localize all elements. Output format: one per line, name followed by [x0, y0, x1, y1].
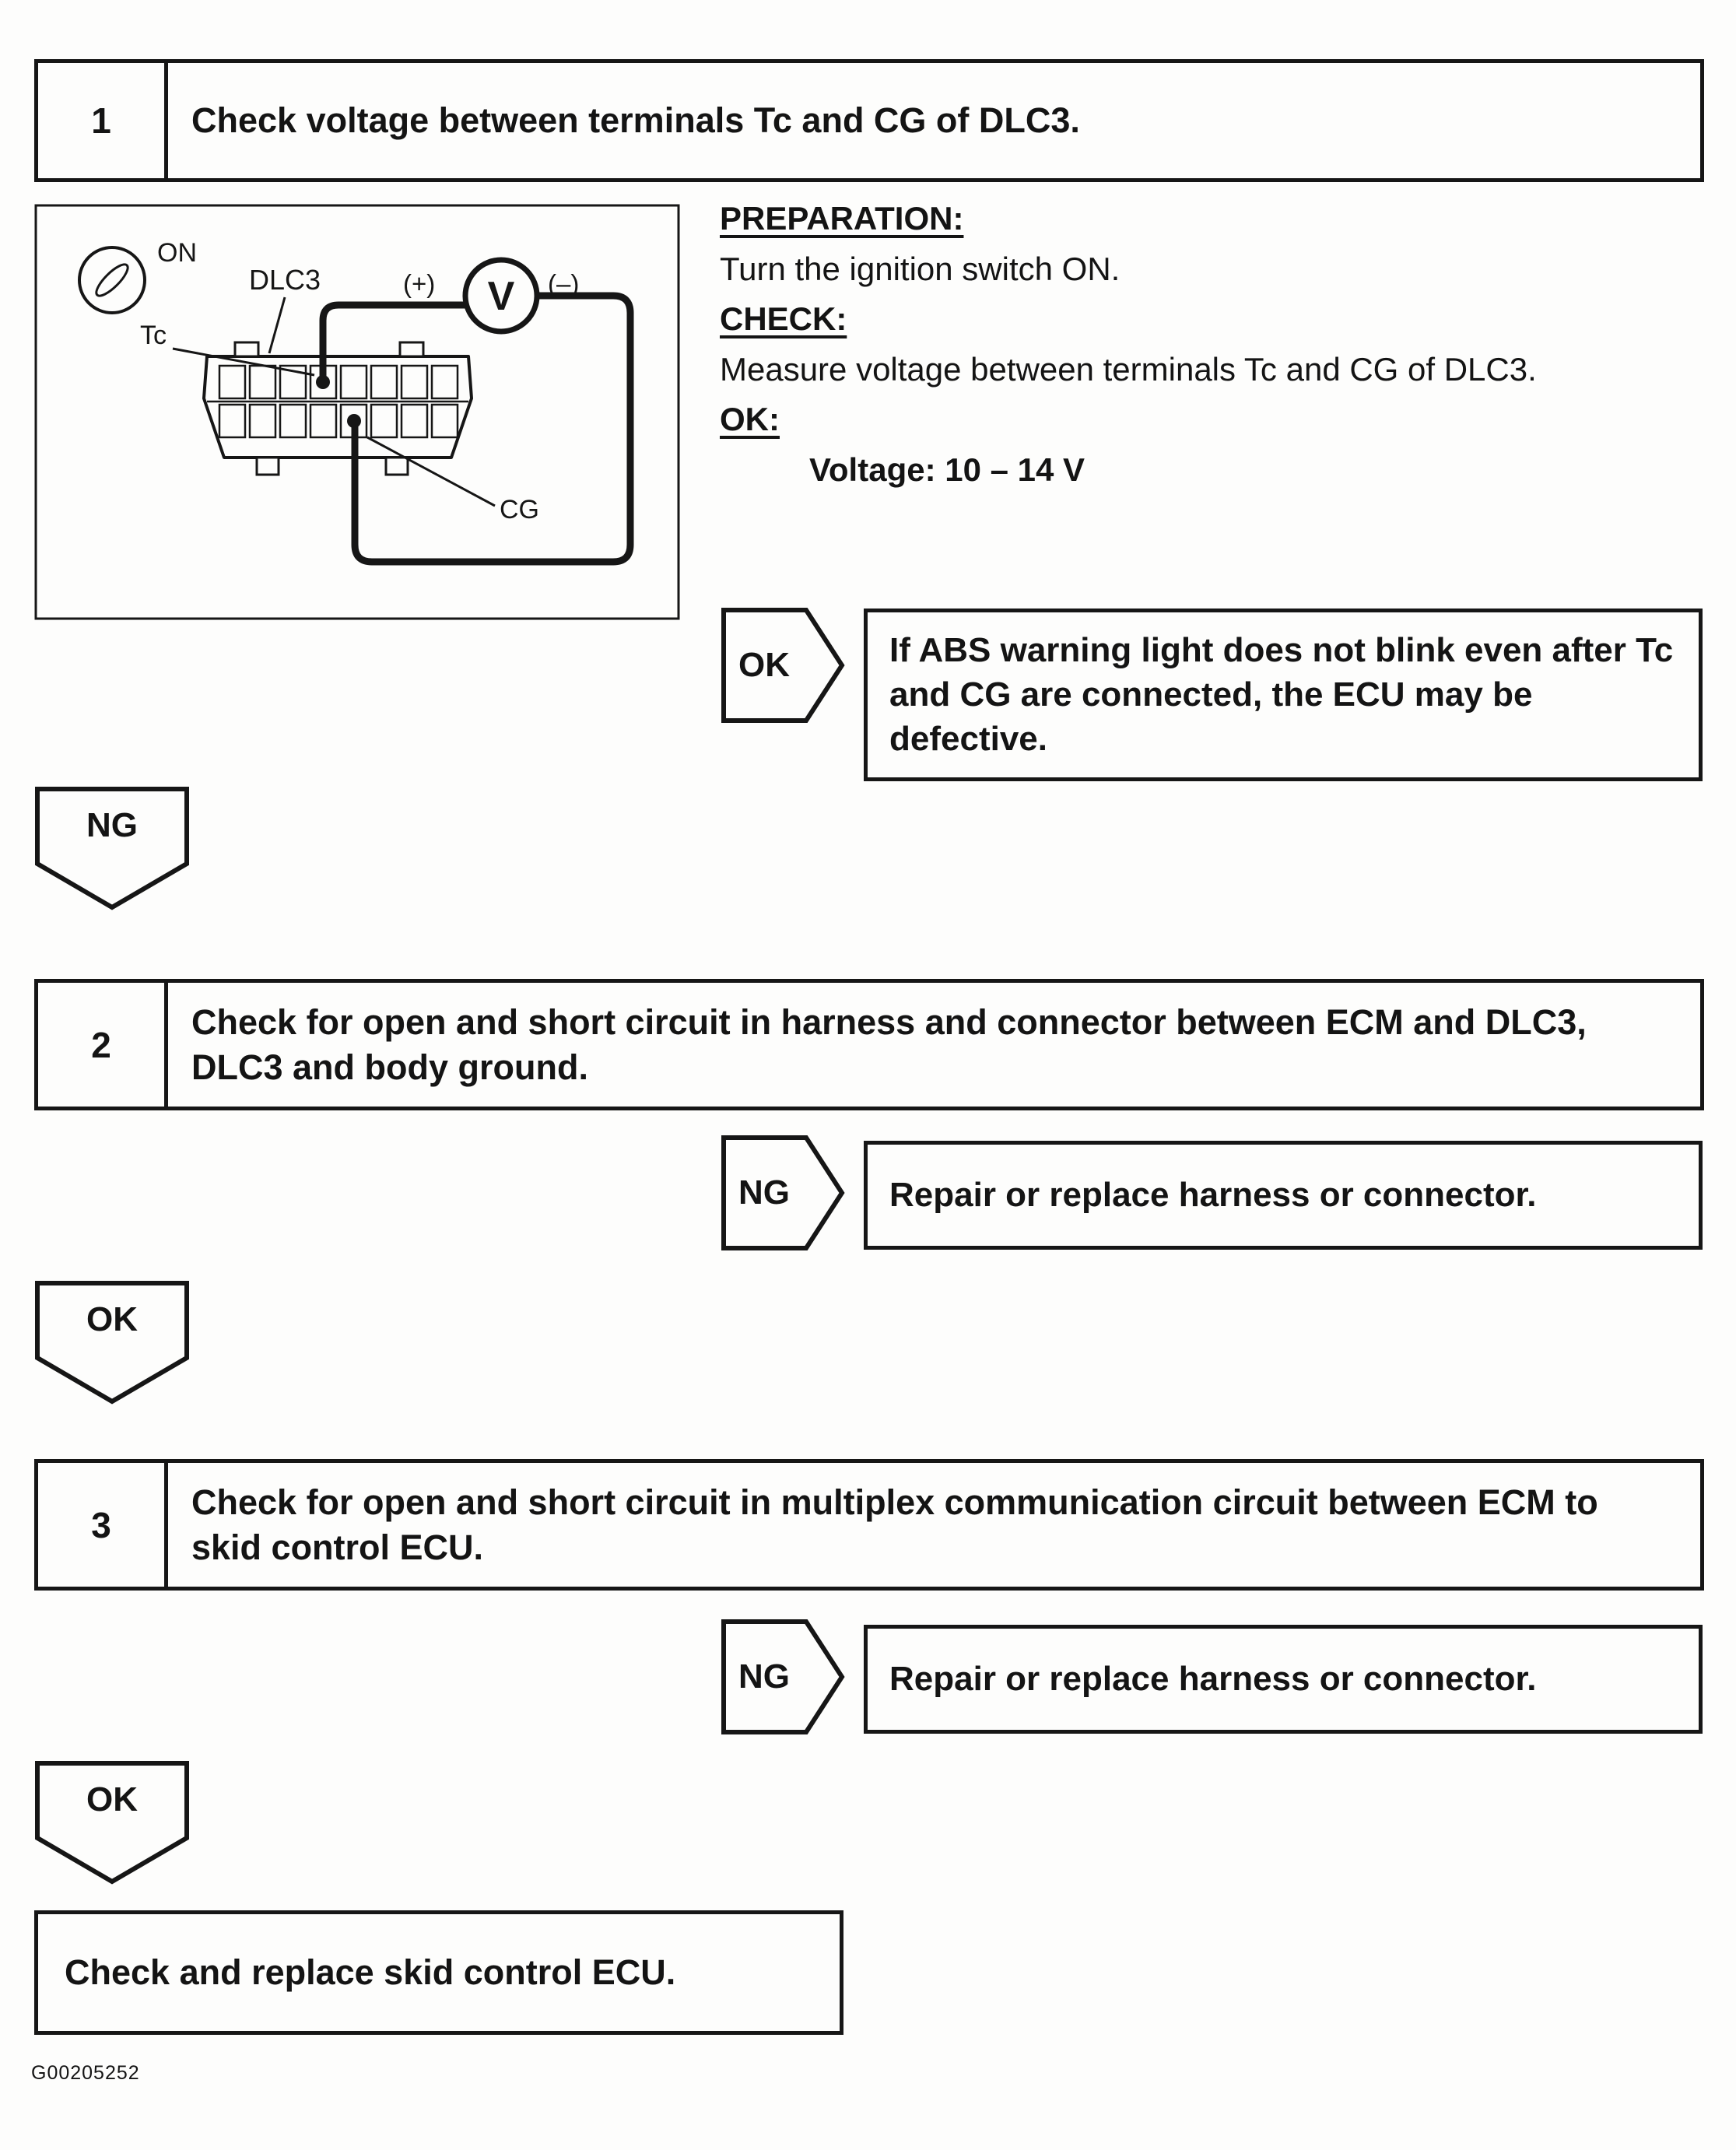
step-3-title: Check for open and short circuit in multiplex communication circuit between ECM to skid control ECU.: [191, 1482, 1598, 1567]
ng-branch-label-3: NG: [738, 1657, 790, 1696]
meter-minus-label: (–): [548, 269, 580, 298]
ok-branch-tag-1: [721, 607, 845, 724]
down-arrow-pentagon: [34, 1280, 190, 1405]
final-action-text: Check and replace skid control ECU.: [65, 1952, 676, 1992]
down-arrow-pentagon: [34, 786, 190, 910]
check-heading: CHECK:: [720, 300, 847, 338]
ignition-switch-icon: [79, 247, 145, 313]
dlc3-illustration: [34, 204, 680, 620]
ng-result-text-2: Repair or replace harness or connector.: [889, 1176, 1537, 1215]
step-2-box: [34, 979, 1704, 1110]
dlc3-label: DLC3: [249, 264, 321, 296]
ng-result-text-3: Repair or replace harness or connector.: [889, 1660, 1537, 1699]
step-2-title: Check for open and short circuit in harness and connector between ECM and DLC3, DLC3 and body ground.: [191, 1002, 1587, 1087]
voltmeter-icon: [465, 260, 537, 331]
ng-result-box-3: [864, 1625, 1703, 1734]
preparation-text: Turn the ignition switch ON.: [720, 250, 1121, 287]
preparation-heading: PREPARATION:: [720, 200, 964, 237]
step-1-box: [34, 59, 1704, 182]
ng-down-tag-1: [34, 786, 190, 910]
ok-heading: OK:: [720, 401, 780, 438]
ok-down-tag-2: [34, 1280, 190, 1405]
tc-label: Tc: [140, 321, 167, 350]
ng-branch-tag-2: [721, 1135, 845, 1251]
down-arrow-pentagon: [34, 1760, 190, 1885]
ng-down-label-1: NG: [86, 806, 138, 844]
dlc3-diagram-svg: [34, 204, 680, 620]
cg-terminal-dot: [347, 414, 361, 428]
step-1-details: [720, 198, 1708, 500]
dlc3-leader-line: [269, 297, 285, 353]
ng-result-box-2: [864, 1141, 1703, 1250]
ok-branch-label: OK: [738, 646, 790, 684]
ok-result-text-1: If ABS warning light does not blink even after Tc and CG are connected, the ECU may be defective.: [889, 631, 1674, 759]
ok-result-box-1: [864, 609, 1703, 781]
ok-down-label-2: OK: [86, 1300, 138, 1338]
ignition-on-label: ON: [157, 238, 197, 268]
figure-id: G00205252: [31, 2062, 140, 2084]
ok-down-tag-3: [34, 1760, 190, 1885]
step-3-box: [34, 1459, 1704, 1591]
step-1-title: Check voltage between terminals Tc and CG of DLC3.: [191, 100, 1080, 141]
check-text: Measure voltage between terminals Tc and CG of DLC3.: [720, 350, 1537, 388]
tc-terminal-dot: [316, 375, 330, 389]
ok-spec-text: Voltage: 10 – 14 V: [809, 451, 1085, 488]
final-action-box: [34, 1910, 843, 2035]
voltmeter-symbol: V: [487, 274, 515, 319]
cg-label: CG: [500, 495, 539, 524]
step-1-number: 1: [38, 63, 168, 178]
ng-branch-label-2: NG: [738, 1173, 790, 1212]
ok-down-label-3: OK: [86, 1780, 138, 1819]
ng-branch-tag-3: [721, 1619, 845, 1735]
meter-plus-label: (+): [403, 269, 436, 298]
step-3-number: 3: [38, 1463, 168, 1587]
step-2-number: 2: [38, 983, 168, 1107]
